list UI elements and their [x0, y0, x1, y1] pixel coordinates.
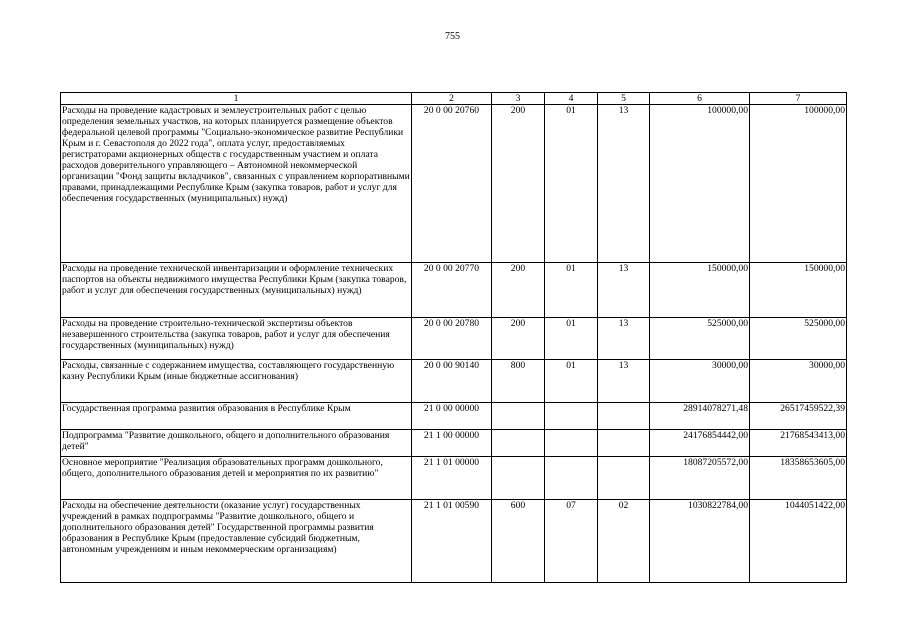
row-subsection — [598, 430, 650, 457]
row-name: Расходы на обеспечение деятельности (оказание услуг) государственных учреждений в рамках подпрограммы "Развитие дошкольного, общего и дополнительного образования детей" Государственной программы развития образования в Республике Крым (предоставление субсидий бюджетным, автономным учреждениям и иным некоммерческим организациям) — [61, 500, 412, 583]
row-section — [545, 403, 598, 430]
table-row — [61, 318, 847, 360]
row-name: Расходы на проведение технической инвентаризации и оформление технических паспортов на объекты недвижимого имущества Республики Крым (закупка товаров, работ и услуг для обеспечения государственных (муниципальных) нужд) — [61, 263, 412, 318]
row-type: 800 — [492, 360, 545, 403]
row-subsection: 02 — [598, 500, 650, 583]
row-section: 01 — [545, 318, 598, 360]
row-value-6: 525000,00 — [650, 318, 750, 360]
row-section — [545, 457, 598, 500]
header-cell: 6 — [650, 93, 750, 105]
row-type — [492, 457, 545, 500]
row-type: 200 — [492, 105, 545, 263]
header-cell: 7 — [750, 93, 847, 105]
row-name: Подпрограмма "Развитие дошкольного, общего и дополнительного образования детей" — [61, 430, 412, 457]
row-code: 20 0 00 20760 — [412, 105, 492, 263]
row-value-7: 150000,00 — [750, 263, 847, 318]
row-value-7: 525000,00 — [750, 318, 847, 360]
row-subsection — [598, 403, 650, 430]
row-value-6: 150000,00 — [650, 263, 750, 318]
row-code: 21 1 01 00590 — [412, 500, 492, 583]
row-section: 01 — [545, 360, 598, 403]
row-code: 21 0 00 00000 — [412, 403, 492, 430]
row-code: 20 0 00 20780 — [412, 318, 492, 360]
row-value-6: 30000,00 — [650, 360, 750, 403]
header-cell: 3 — [492, 93, 545, 105]
header-cell: 2 — [412, 93, 492, 105]
row-name: Основное мероприятие "Реализация образовательных программ дошкольного, общего, дополнительного образования детей и мероприятия по их развитию" — [61, 457, 412, 500]
row-name: Расходы на проведение строительно-технической экспертизы объектов незавершенного строительства (закупка товаров, работ и услуг для обеспечения государственных (муниципальных) нужд) — [61, 318, 412, 360]
header-cell: 4 — [545, 93, 598, 105]
header-row — [61, 93, 847, 105]
row-value-6: 18087205572,00 — [650, 457, 750, 500]
row-subsection: 13 — [598, 360, 650, 403]
table-row — [61, 403, 847, 430]
row-section: 07 — [545, 500, 598, 583]
table-row — [61, 457, 847, 500]
row-type: 200 — [492, 263, 545, 318]
table-row — [61, 263, 847, 318]
row-value-7: 100000,00 — [750, 105, 847, 263]
row-subsection: 13 — [598, 105, 650, 263]
row-value-6: 28914078271,48 — [650, 403, 750, 430]
row-type: 200 — [492, 318, 545, 360]
row-value-6: 100000,00 — [650, 105, 750, 263]
row-value-7: 21768543413,00 — [750, 430, 847, 457]
row-section — [545, 430, 598, 457]
row-code: 21 1 00 00000 — [412, 430, 492, 457]
row-code: 21 1 01 00000 — [412, 457, 492, 500]
row-value-7: 26517459522,39 — [750, 403, 847, 430]
row-type — [492, 403, 545, 430]
header-cell: 1 — [61, 93, 412, 105]
row-code: 20 0 00 90140 — [412, 360, 492, 403]
table-row — [61, 500, 847, 583]
row-subsection: 13 — [598, 263, 650, 318]
row-value-7: 30000,00 — [750, 360, 847, 403]
row-type — [492, 430, 545, 457]
table-row — [61, 105, 847, 263]
row-code: 20 0 00 20770 — [412, 263, 492, 318]
table-row — [61, 430, 847, 457]
row-value-6: 1030822784,00 — [650, 500, 750, 583]
row-type: 600 — [492, 500, 545, 583]
row-value-7: 1044051422,00 — [750, 500, 847, 583]
page-number: 755 — [445, 31, 460, 42]
row-name: Государственная программа развития образования в Республике Крым — [61, 403, 412, 430]
row-section: 01 — [545, 263, 598, 318]
table-row — [61, 360, 847, 403]
row-name: Расходы на проведение кадастровых и землеустроительных работ с целью определения земельных участков, на которых планируется размещение объектов федеральной целевой программы "Социально-экономическое развитие Республики Крым и г. Севастополя до 2022 года", оплата услуг, предоставляемых регистраторами акционерных обществ с государственным участием и оплата расходов доверительного управляющего – Автономной некоммерческой организации "Фонд защиты вкладчиков", связанных с управлением корпоративными правами, принадлежащими Республике Крым (закупка товаров, работ и услуг для обеспечения государственных (муниципальных) нужд) — [61, 105, 412, 263]
row-subsection: 13 — [598, 318, 650, 360]
row-section: 01 — [545, 105, 598, 263]
row-name: Расходы, связанные с содержанием имущества, составляющего государственную казну Республики Крым (иные бюджетные ассигнования) — [61, 360, 412, 403]
budget-table — [60, 92, 847, 583]
header-cell: 5 — [598, 93, 650, 105]
row-value-7: 18358653605,00 — [750, 457, 847, 500]
row-subsection — [598, 457, 650, 500]
row-value-6: 24176854442,00 — [650, 430, 750, 457]
